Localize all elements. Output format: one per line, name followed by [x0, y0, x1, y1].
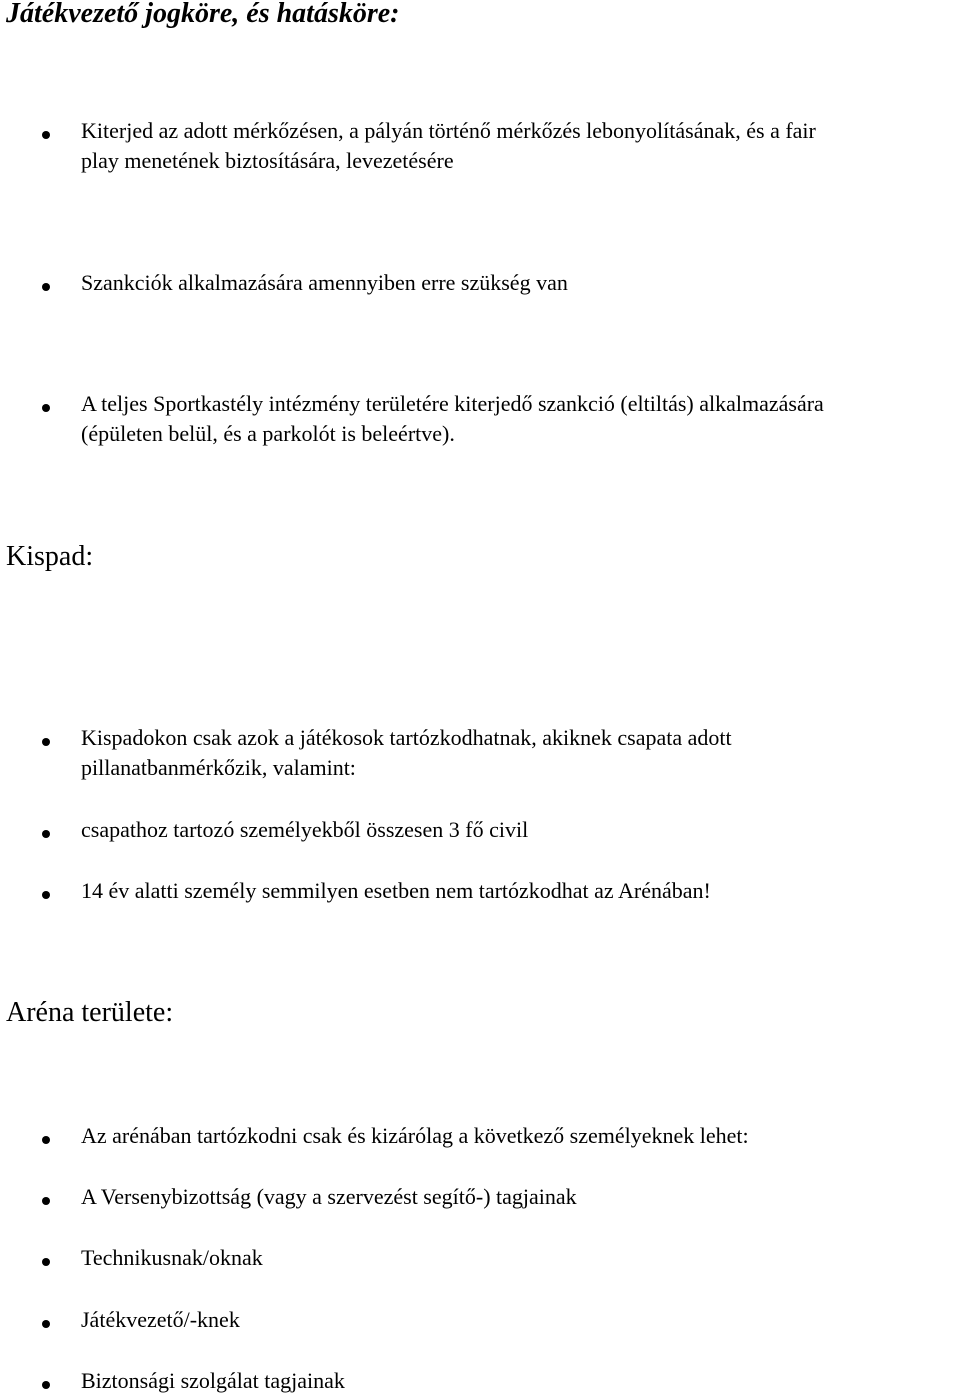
list-item-text: A teljes Sportkastély intézmény területére kiterjedő szankció (eltiltás) alkalmazására (épületen belül, és a parkolót is beleértve).: [81, 391, 824, 446]
list-item-text: Kispadokon csak azok a játékosok tartózkodhatnak, akiknek csapata adott pillanatbanmérkőzik, valamint:: [81, 725, 732, 780]
list-item-text: Szankciók alkalmazására amennyiben erre szükség van: [81, 270, 568, 295]
bullet-icon: [42, 738, 50, 746]
bullet-icon: [42, 891, 50, 899]
list-item-text: Kiterjed az adott mérkőzésen, a pályán történő mérkőzés lebonyolításának, és a fair play menetének biztosítására, levezetésére: [81, 118, 816, 173]
bullet-icon: [42, 1197, 50, 1205]
bullet-icon: [42, 1320, 50, 1328]
list-item-text: A Versenybizottság (vagy a szervezést segítő-) tagjainak: [81, 1184, 577, 1209]
list-item-text: Biztonsági szolgálat tagjainak: [81, 1368, 345, 1393]
list-item-text: Technikusnak/oknak: [81, 1245, 263, 1270]
bullet-icon: [42, 404, 50, 412]
bullet-icon: [42, 1258, 50, 1266]
bullet-icon: [42, 830, 50, 838]
list-item-text: csapathoz tartozó személyekből összesen 3 fő civil: [81, 817, 529, 842]
bullet-icon: [42, 131, 50, 139]
bullet-icon: [42, 283, 50, 291]
section-title-arena-area: Aréna területe:: [6, 997, 174, 1028]
section-title-bench: Kispad:: [6, 541, 94, 572]
list-item-text: Játékvezető/-knek: [81, 1307, 240, 1332]
bullet-icon: [42, 1381, 50, 1389]
section-title-referee-authority: Játékvezető jogköre, és hatásköre:: [6, 0, 400, 29]
bullet-icon: [42, 1136, 50, 1144]
list-item-text: Az arénában tartózkodni csak és kizárólag a következő személyeknek lehet:: [81, 1123, 749, 1148]
list-item-text: 14 év alatti személy semmilyen esetben nem tartózkodhat az Arénában!: [81, 878, 711, 903]
